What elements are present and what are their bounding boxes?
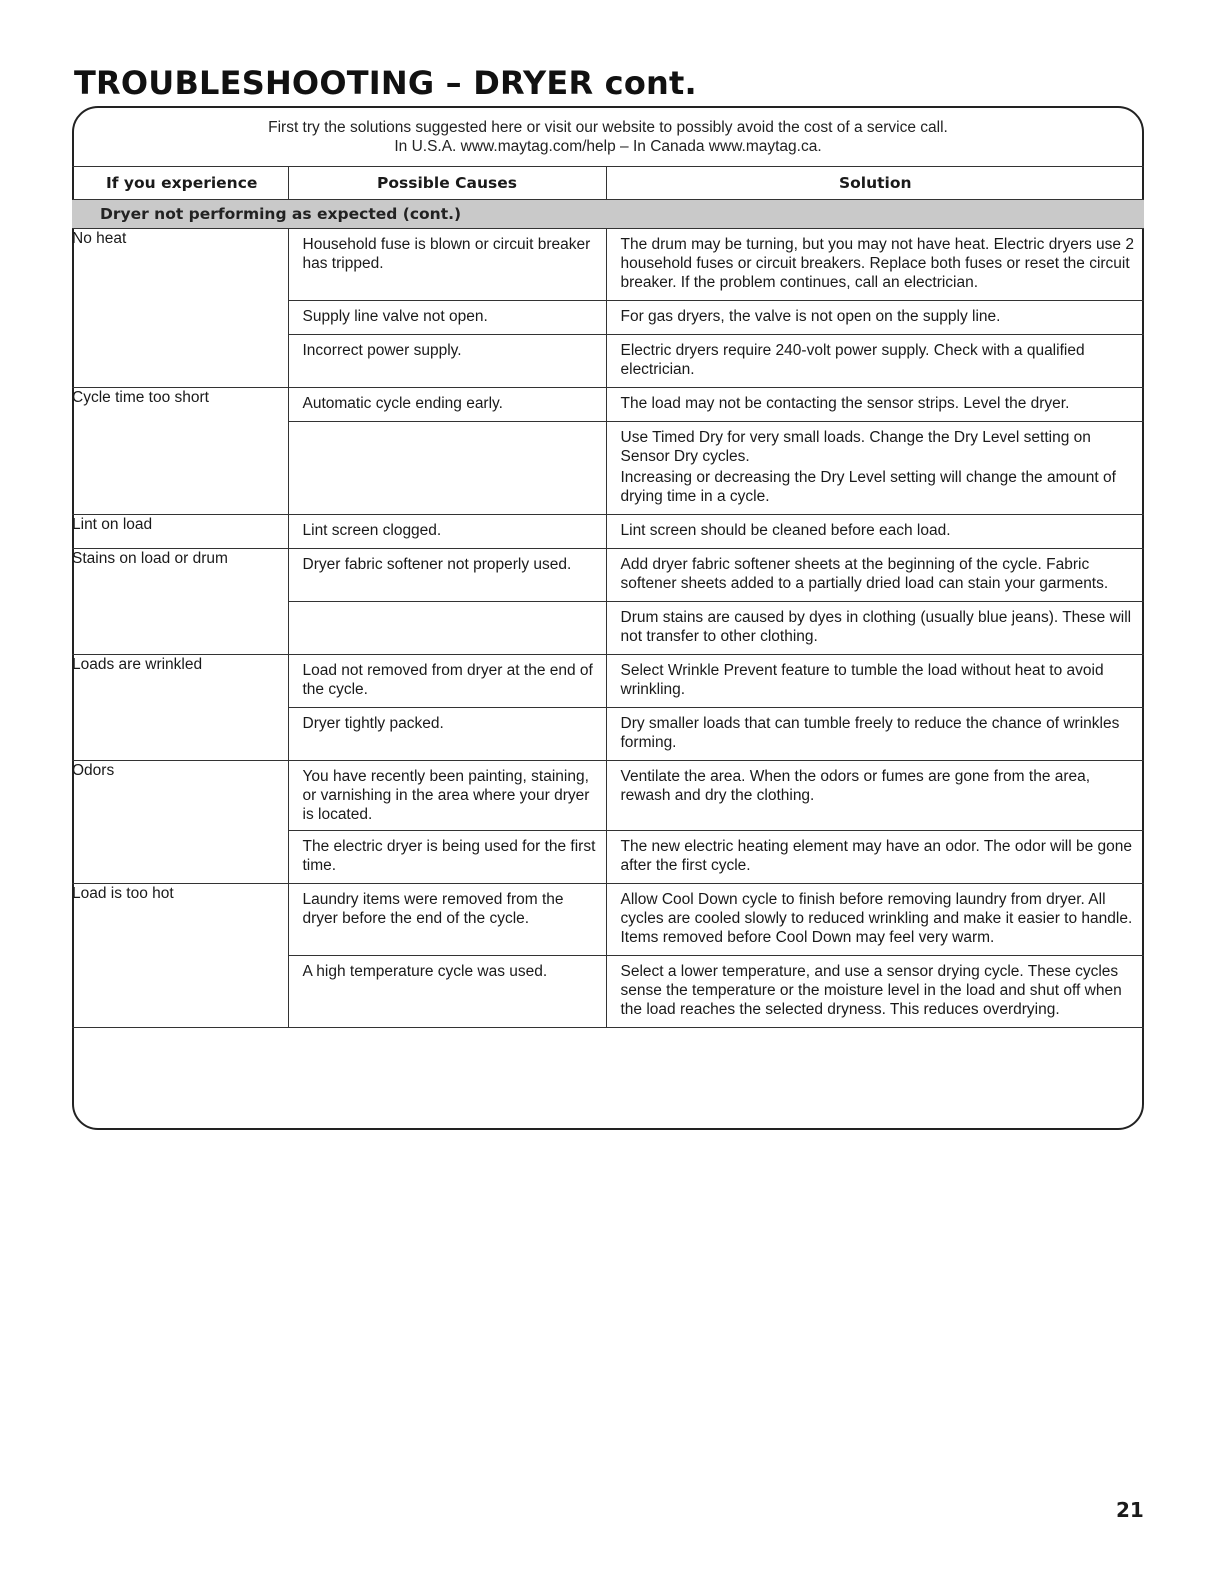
header-solution: Solution [606,167,1144,200]
solution-cell [606,602,1144,655]
cause-cell [288,884,606,956]
solution-block [607,515,1145,548]
solution-cell [606,956,1144,1028]
problem-cell: No heat [72,229,288,388]
solution-cell [606,422,1144,515]
solution-cell [606,884,1144,956]
cause-text: Load not removed from dryer at the end of the cycle. [302,662,593,698]
solution-text: Use Timed Dry for very small loads. Change the Dry Level setting on Sensor Dry cycles. [620,429,1091,465]
cause-text: Household fuse is blown or circuit breaker has tripped. [302,236,591,272]
cause-cell [288,761,606,831]
solution-block [607,831,1145,883]
cause-text: Incorrect power supply. [302,342,462,359]
solution-block [607,655,1145,707]
solution-cell [606,515,1144,549]
table-row [72,655,1144,708]
solution-text: Increasing or decreasing the Dry Level setting will change the amount of drying time in a cycle. [620,469,1116,505]
cause-text: A high temperature cycle was used. [302,963,548,980]
solution-text: Select a lower temperature, and use a sensor drying cycle. These cycles sense the temperature or the moisture level in the load and shut off when the load reaches the selected dryness. This reduces overdrying. [620,963,1122,1018]
cause-cell [288,388,606,422]
solution-block [607,956,1145,1027]
solution-block [607,229,1145,300]
cause-cell [288,422,606,515]
cause-cell [288,655,606,708]
cause-text: Dryer tightly packed. [302,715,444,732]
table-row [72,515,1144,549]
solution-cell [606,388,1144,422]
problem-cell: Lint on load [72,515,288,549]
cause-text [289,422,606,434]
table-row [72,229,1144,301]
cause-text: Automatic cycle ending early. [302,395,503,412]
solution-block [607,388,1145,421]
problem-cell: Loads are wrinkled [72,655,288,761]
solution-block [607,422,1145,514]
solution-text: Ventilate the area. When the odors or fumes are gone from the area, rewash and dry the clothing. [620,768,1091,804]
problem-cell: Stains on load or drum [72,549,288,655]
troubleshooting-table [72,166,1144,1028]
cause-text: Lint screen clogged. [302,522,442,539]
solution-text: For gas dryers, the valve is not open on the supply line. [620,308,1001,325]
solution-block [607,301,1145,334]
cause-text: Dryer fabric softener not properly used. [302,556,572,573]
table-header-row [72,167,1144,200]
solution-text: Drum stains are caused by dyes in clothing (usually blue jeans). These will not transfer to other clothing. [620,609,1132,645]
intro-line-1: First try the solutions suggested here or visit our website to possibly avoid the cost of a service call. [268,119,948,136]
solution-text: Electric dryers require 240-volt power supply. Check with a qualified electrician. [620,342,1085,378]
table-row [72,761,1144,831]
solution-text: The drum may be turning, but you may not have heat. Electric dryers use 2 household fuses or circuit breakers. Replace both fuses or reset the circuit breaker. If the problem continues, call an electrician. [620,236,1134,291]
problem-cell: Load is too hot [72,884,288,1028]
table-row [72,549,1144,602]
intro-text [74,118,1142,156]
solution-block [607,761,1145,813]
cause-cell [288,229,606,301]
cause-text: The electric dryer is being used for the first time. [302,838,596,874]
problem-cell: Cycle time too short [72,388,288,515]
section-row [72,200,1144,229]
solution-block [607,708,1145,760]
cause-cell [288,602,606,655]
solution-cell [606,549,1144,602]
solution-cell [606,301,1144,335]
cause-text: You have recently been painting, staining, or varnishing in the area where your dryer is located. [302,768,590,823]
cause-text [289,602,606,614]
solution-cell [606,831,1144,884]
solution-cell [606,335,1144,388]
solution-text: Select Wrinkle Prevent feature to tumble the load without heat to avoid wrinkling. [620,662,1104,698]
solution-cell [606,761,1144,831]
solution-text: Allow Cool Down cycle to finish before removing laundry from dryer. All cycles are cooled slowly to reduced wrinkling and make it easier to handle. Items removed before Cool Down may feel very warm. [620,891,1133,946]
solution-cell [606,708,1144,761]
header-experience: If you experience [72,167,288,200]
solution-block [607,549,1145,601]
page-number: 21 [1116,1498,1144,1522]
solution-text: The new electric heating element may have an odor. The odor will be gone after the first cycle. [620,838,1133,874]
table-row [72,388,1144,422]
cause-cell [288,956,606,1028]
solution-text: Add dryer fabric softener sheets at the beginning of the cycle. Fabric softener sheets added to a partially dried load can stain your garments. [620,556,1109,592]
header-causes: Possible Causes [288,167,606,200]
cause-cell [288,515,606,549]
solution-text: Lint screen should be cleaned before each load. [620,522,951,539]
page-title: TROUBLESHOOTING – DRYER cont. [74,64,697,102]
problem-cell: Odors [72,761,288,884]
table-row [72,884,1144,956]
cause-cell [288,708,606,761]
solution-block [607,602,1145,654]
solution-text: The load may not be contacting the sensor strips. Level the dryer. [620,395,1070,412]
cause-cell [288,335,606,388]
solution-text: Dry smaller loads that can tumble freely to reduce the chance of wrinkles forming. [620,715,1120,751]
solution-cell [606,655,1144,708]
cause-cell [288,549,606,602]
intro-line-2: In U.S.A. www.maytag.com/help – In Canada www.maytag.ca. [394,138,822,155]
solution-cell [606,229,1144,301]
solution-block [607,335,1145,387]
cause-text: Supply line valve not open. [302,308,488,325]
solution-block [607,884,1145,955]
cause-text: Laundry items were removed from the dryer before the end of the cycle. [302,891,564,927]
cause-cell [288,301,606,335]
section-title: Dryer not performing as expected (cont.) [72,200,1144,229]
cause-cell [288,831,606,884]
